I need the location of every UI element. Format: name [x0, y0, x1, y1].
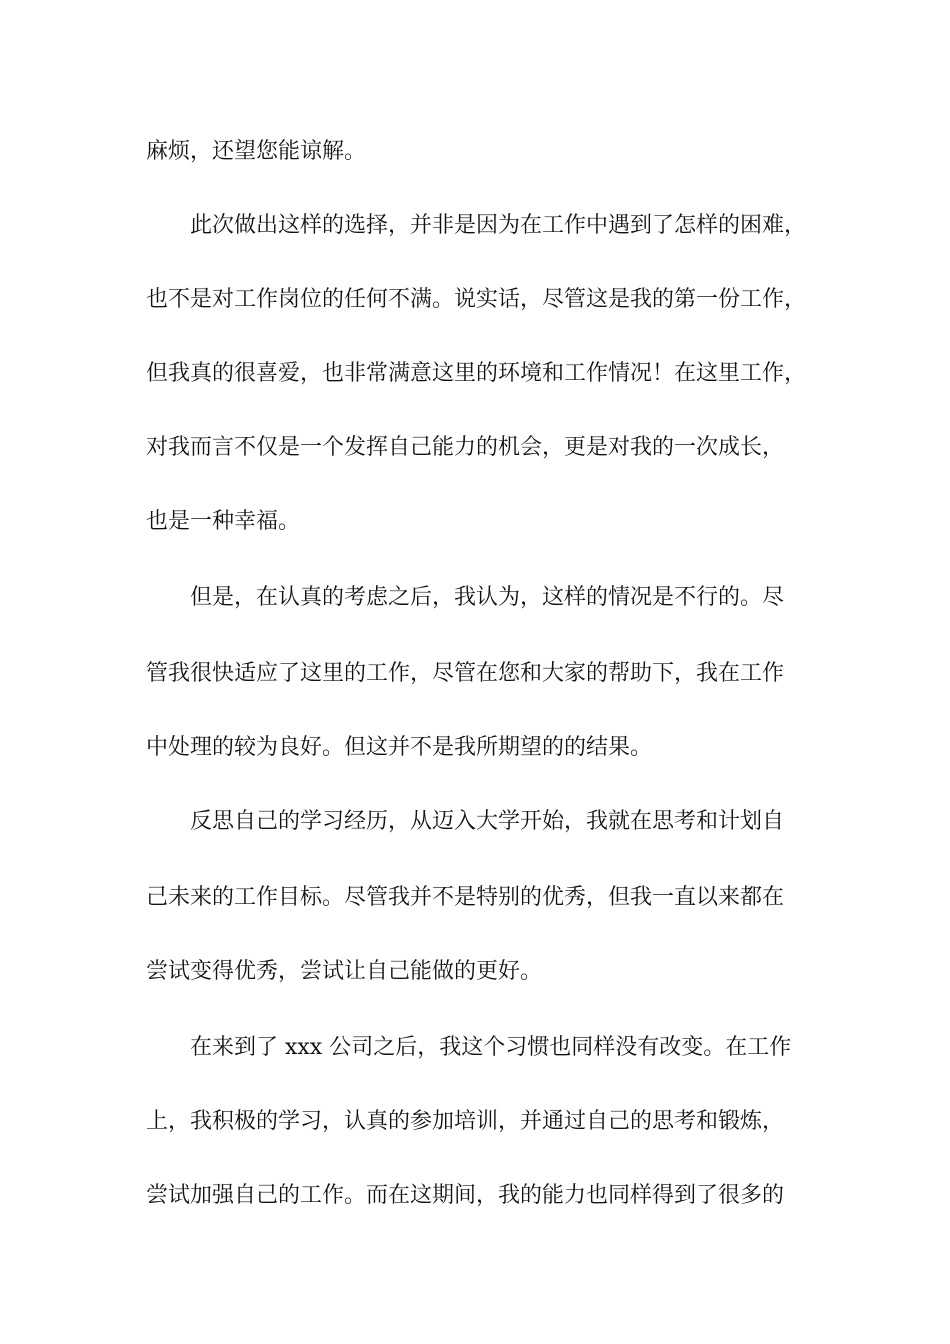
text-line: 对我而言不仅是一个发挥自己能力的机会，更是对我的一次成长，	[146, 435, 785, 460]
text-line: 管我很快适应了这里的工作，尽管在您和大家的帮助下，我在工作	[146, 661, 785, 686]
text-line: 尝试变得优秀，尝试让自己能做的更好。	[146, 959, 543, 984]
text-line: 也不是对工作岗位的任何不满。说实话，尽管这是我的第一份工作，	[146, 287, 807, 312]
text-line: 麻烦，还望您能谅解。	[146, 139, 367, 164]
paragraph-first-line: 反思自己的学习经历，从迈入大学开始，我就在思考和计划自	[190, 809, 785, 834]
text-line: 上，我积极的学习，认真的参加培训，并通过自己的思考和锻炼，	[146, 1109, 785, 1134]
paragraph-first-line: 此次做出这样的选择，并非是因为在工作中遇到了怎样的困难，	[190, 213, 807, 238]
paragraph-first-line: 但是，在认真的考虑之后，我认为，这样的情况是不行的。尽	[190, 585, 785, 610]
text-line: 也是一种幸福。	[146, 509, 301, 534]
text-line: 中处理的较为良好。但这并不是我所期望的的结果。	[146, 735, 653, 760]
text-line: 尝试加强自己的工作。而在这期间，我的能力也同样得到了很多的	[146, 1183, 785, 1208]
text-line: 己未来的工作目标。尽管我并不是特别的优秀，但我一直以来都在	[146, 885, 785, 910]
paragraph-first-line: 在来到了 xxx 公司之后，我这个习惯也同样没有改变。在工作	[190, 1035, 792, 1060]
text-line: 但我真的很喜爱，也非常满意这里的环境和工作情况！在这里工作，	[146, 361, 807, 386]
